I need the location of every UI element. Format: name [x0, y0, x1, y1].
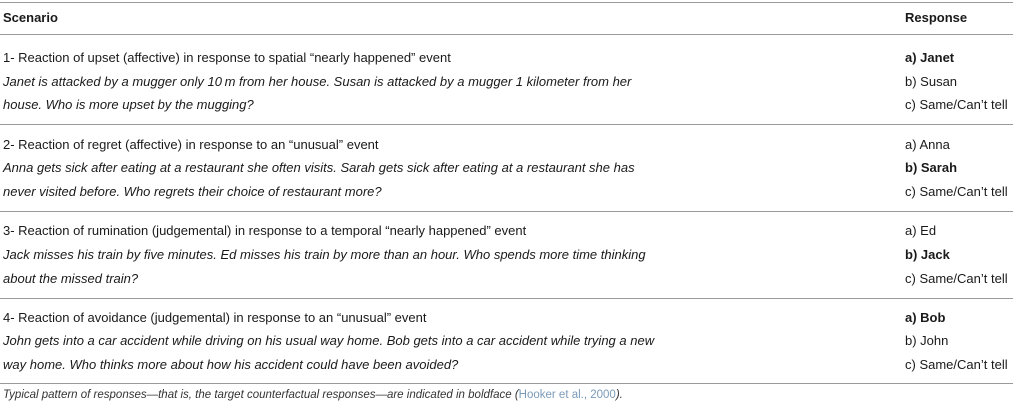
response-option: c) Same/Can’t tell — [905, 97, 1008, 112]
row-divider — [0, 298, 1013, 299]
response-option: b) John — [905, 333, 949, 348]
footnote-end: ). — [615, 389, 623, 401]
scenario-text-line: Anna gets sick after eating at a restaurant she often visits. Sarah gets sick after eating at a restaurant she has — [3, 160, 635, 175]
scenario-title: 2- Reaction of regret (affective) in response to an “unusual” event — [3, 137, 379, 152]
scenario-title: 3- Reaction of rumination (judgemental) in response to a temporal “nearly happened” event — [3, 223, 527, 238]
response-option: b) Jack — [905, 247, 950, 262]
response-option: b) Sarah — [905, 160, 958, 175]
row-divider — [0, 211, 1013, 212]
response-option: c) Same/Can’t tell — [905, 357, 1008, 372]
header-rule — [0, 34, 1013, 35]
row-divider — [0, 124, 1013, 125]
response-option: a) Janet — [905, 50, 955, 65]
response-column-header: Response — [905, 10, 968, 25]
response-option: b) Susan — [905, 74, 958, 89]
response-option: c) Same/Can’t tell — [905, 271, 1008, 286]
table-footnote — [3, 387, 623, 404]
scenario-column-header: Scenario — [3, 10, 58, 25]
scenario-text-line: Janet is attacked by a mugger only 10 m from her house. Susan is attacked by a mugger 1 kilometer from her — [3, 74, 632, 89]
footnote-text: Typical pattern of responses—that is, the target counterfactual responses—are indicated in boldface ( — [3, 389, 519, 401]
scenario-title: 4- Reaction of avoidance (judgemental) in response to an “unusual” event — [3, 310, 427, 325]
response-option: a) Anna — [905, 137, 950, 152]
scenario-text-line: John gets into a car accident while driving on his usual way home. Bob gets into a car accident while trying a new — [3, 333, 655, 348]
response-option: a) Bob — [905, 310, 946, 325]
table-top-rule — [0, 2, 1013, 3]
scenario-title: 1- Reaction of upset (affective) in response to spatial “nearly happened” event — [3, 50, 451, 65]
scenario-text-line: never visited before. Who regrets their choice of restaurant more? — [3, 184, 382, 199]
response-option: c) Same/Can’t tell — [905, 184, 1008, 199]
citation-link[interactable]: Hooker et al., 2000 — [518, 389, 616, 401]
response-option: a) Ed — [905, 223, 937, 238]
scenario-text-line: house. Who is more upset by the mugging? — [3, 97, 254, 112]
scenario-text-line: about the missed train? — [3, 271, 139, 286]
table-bottom-rule — [0, 383, 1013, 384]
scenario-text-line: way home. Who thinks more about how his accident could have been avoided? — [3, 357, 459, 372]
scenario-text-line: Jack misses his train by five minutes. Ed misses his train by more than an hour. Who spends more time thinking — [3, 247, 646, 262]
